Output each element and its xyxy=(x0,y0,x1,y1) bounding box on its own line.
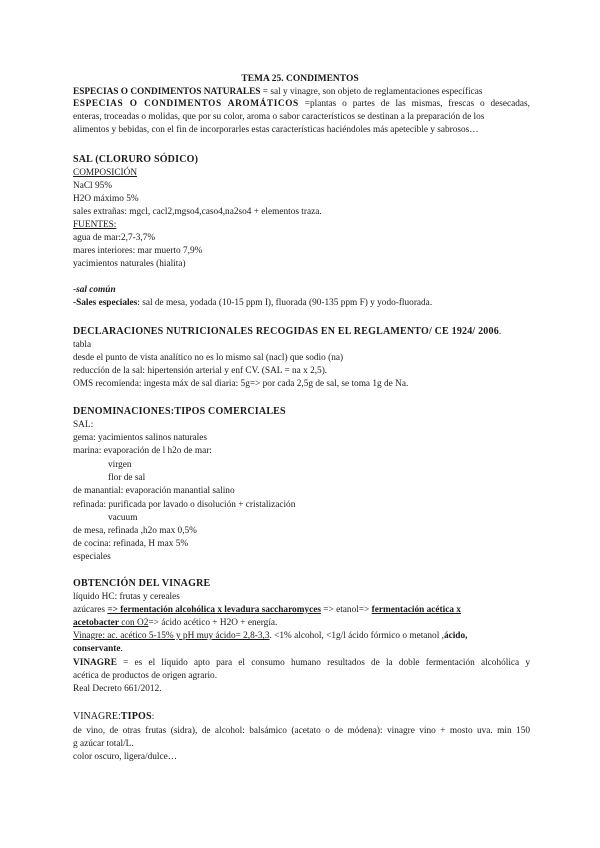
denominaciones-line: marina: evaporación de l h2o de mar: xyxy=(73,446,212,456)
declaraciones-line: desde el punto de vista analítico no es lo mismo sal (nacl) que sodio (na) xyxy=(73,353,344,363)
declaraciones-line: tabla xyxy=(73,340,92,350)
line3-part-a: acetobacter xyxy=(73,618,119,628)
declaraciones-heading-line xyxy=(73,326,501,338)
conservante: conservante xyxy=(73,644,121,654)
declaraciones-heading-end: . xyxy=(498,327,502,337)
declaraciones-line: OMS recomienda: ingesta máx de sal diaria: 5g=> por cada 2,5g de sal, se toma 1g de Na. xyxy=(73,379,409,389)
line2-part-b: => fermentación alcohólica x levadura saccharomyces xyxy=(107,605,321,615)
naturales-text: = sal y vinagre, son objeto de reglamentaciones específicas xyxy=(260,87,483,97)
aromaticos-label: ESPECIAS O CONDIMENTOS AROMÁTICOS xyxy=(73,99,299,109)
denominaciones-heading: DENOMINACIONES:TIPOS COMERCIALES xyxy=(73,406,286,417)
fuentes-line: yacimientos naturales (hialita) xyxy=(73,259,186,269)
obtencion-line-3 xyxy=(73,617,277,629)
fuentes-line: mares interiores: mar muerto 7,9% xyxy=(73,246,203,256)
aromaticos-text-3: alimentos y bebidas, con el fin de incorporarles estas características haciéndoles más apetecible y sabrosos… xyxy=(73,125,479,135)
line3-part-b: con O2 xyxy=(118,618,149,628)
vinagre-def-text-2: acética de productos de origen agrario. xyxy=(73,671,218,681)
denominaciones-line: especiales xyxy=(73,552,111,562)
sales-especiales-text: : sal de mesa, yodada (10-15 ppm I), fluorada (90-135 ppm F) y yodo-fluorada. xyxy=(137,298,433,308)
denominaciones-line: de manantial: evaporación manantial salino xyxy=(73,486,235,496)
line2-part-a: azúcares xyxy=(73,605,108,615)
tipos-heading-a: VINAGRE: xyxy=(73,711,121,722)
declaraciones-line: reducción de la sal: hipertensión arterial y enf CV. (SAL = na x 2,5). xyxy=(73,366,328,376)
obtencion-line-1: líquido HC: frutas y cereales xyxy=(73,592,180,602)
denominaciones-line: gema: yacimientos salinos naturales xyxy=(73,433,207,443)
aromaticos-text-2: enteras, troceadas o molidas, que por su color, aroma o sabor característicos se destinan a la preparación de los xyxy=(73,112,485,122)
obtencion-heading: OBTENCIÓN DEL VINAGRE xyxy=(73,578,211,589)
denominaciones-line: refinada: purificada por lavado o disolución + cristalización xyxy=(73,500,296,510)
obtencion-line-5 xyxy=(73,643,123,655)
tipos-heading-b: TIPOS xyxy=(120,711,152,722)
vinagre-def-label: VINAGRE xyxy=(73,658,117,668)
denominaciones-line: de cocina: refinada, H max 5% xyxy=(73,539,189,549)
tipos-heading-line xyxy=(73,711,154,723)
sal-heading: SAL (CLORURO SÓDICO) xyxy=(73,154,199,165)
denominaciones-subline: flor de sal xyxy=(108,473,146,483)
denominaciones-line: SAL: xyxy=(73,420,94,430)
line3-part-c: => ácido acético + H2O + energía. xyxy=(148,618,278,628)
tipos-line-3: color oscuro, ligera/dulce… xyxy=(73,752,178,762)
intro-aromaticos xyxy=(73,98,530,110)
obtencion-line-4 xyxy=(73,630,467,642)
sales-especiales xyxy=(73,297,432,309)
sal-comun-label: -sal común xyxy=(73,285,116,295)
intro-naturales xyxy=(73,86,483,98)
fuentes-label: FUENTES: xyxy=(73,220,117,230)
vinagre-def-text-1: = es el líquido apto para el consumo humano resultados de la doble fermentación alcohólica y xyxy=(116,658,530,668)
denominaciones-subline: vacuum xyxy=(108,513,138,523)
composicion-line: NaCl 95% xyxy=(73,181,112,191)
denominaciones-subline: virgen xyxy=(108,460,132,470)
declaraciones-heading: DECLARACIONES NUTRICIONALES RECOGIDAS EN EL REGLAMENTO/ CE 1924/ 2006 xyxy=(73,326,499,337)
composicion-label: COMPOSICIÓN xyxy=(73,168,138,178)
vinagre-definition xyxy=(73,657,530,669)
aromaticos-text-1: =plantas o partes de las mismas, frescas o desecadas, xyxy=(298,99,530,109)
conservante-end: . xyxy=(120,644,123,654)
line4-part-a: Vinagre: ac. acético 5-15% y pH muy ácido= 2,8-3,3 xyxy=(73,631,270,641)
fuentes-line: agua de mar:2,7-3,7% xyxy=(73,233,156,243)
composicion-line: H2O máximo 5% xyxy=(73,194,139,204)
tipos-heading-c: : xyxy=(151,712,155,722)
line2-part-c: => etanol=> xyxy=(320,605,372,615)
composicion-line: sales extrañas: mgcl, cacl2,mgso4,caso4,na2so4 + elementos traza. xyxy=(73,207,322,217)
denominaciones-line: de mesa, refinada ,h2o max 0,5% xyxy=(73,526,197,536)
line4-part-b: . <1% alcohol, <1g/l ácido fórmico o metanol , xyxy=(269,631,444,641)
tipos-line-2: g azúcar total/L. xyxy=(73,739,134,749)
real-decreto: Real Decreto 661/2012. xyxy=(73,684,162,694)
sales-especiales-label: -Sales especiales xyxy=(73,298,138,308)
obtencion-line-2 xyxy=(73,604,461,616)
line2-part-d: fermentación acética x xyxy=(371,605,461,615)
tipos-line-1: de vino, de otras frutas (sidra), de alcohol: balsámico (acetato o de módena): vinagre vino + mosto uva. min 150 xyxy=(73,726,530,736)
naturales-label: ESPECIAS O CONDIMENTOS NATURALES xyxy=(73,87,261,97)
line4-part-c: ácido, xyxy=(443,631,468,641)
page-title: TEMA 25. CONDIMENTOS xyxy=(241,74,359,84)
